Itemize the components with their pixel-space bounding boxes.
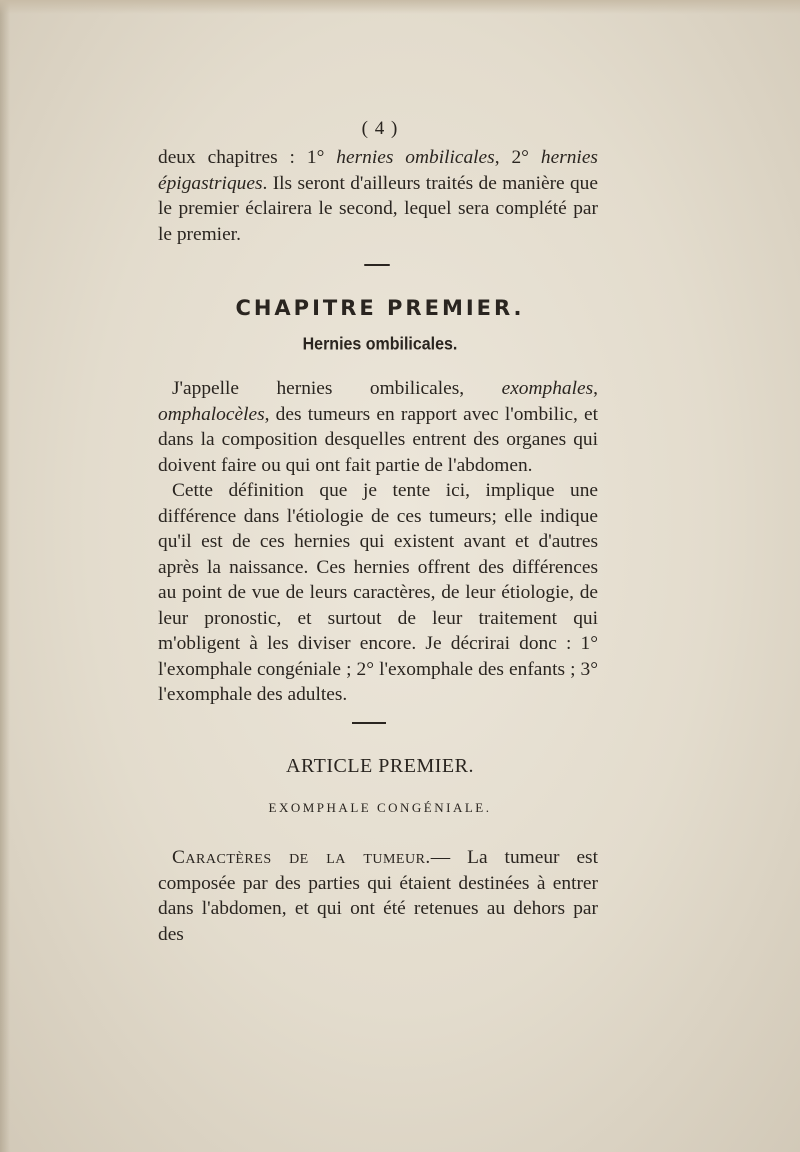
paragraph-classification: Cette définition que je tente ici, implique une différence dans l'étiologie de ces tumeurs; elle indique qu'il est de ces hernies qui existent avant et d'autres après la naissance. Ces hernies offrent des différences au point de vue de leurs caractères, de leur étiologie, de leur pronostic, et surtout de leur traitement qui m'obligent à les diviser encore. Je décrirai donc : 1° l'exomphale congéniale ; 2° l'exomphale des enfants ; 3° l'exomphale des adultes. bbox=[158, 480, 598, 705]
intro-text-1: deux chapitres : 1° bbox=[158, 147, 337, 168]
chapter-title: CHAPITRE PREMIER. bbox=[235, 296, 525, 320]
para1-text-2: , bbox=[593, 378, 598, 399]
paragraph-definition bbox=[158, 376, 598, 478]
intro-text-3: . Ils seront d'ailleurs traités de manière que le premier éclairera le second, lequel sera complété par le premier. bbox=[158, 172, 598, 245]
intro-text-2: , 2° bbox=[494, 147, 541, 168]
intro-paragraph bbox=[158, 145, 598, 247]
paragraph-characteristics bbox=[158, 845, 598, 947]
chapter-subtitle: Hernies ombilicales. bbox=[302, 335, 458, 354]
body-text-block bbox=[158, 376, 598, 708]
page-number: ( 4 ) bbox=[361, 118, 399, 139]
page-edge-shadow bbox=[0, 0, 10, 1152]
run-in-heading: Caractères de la tumeur. bbox=[172, 847, 431, 868]
para1-text-3: , des tumeurs en rapport avec l'ombilic, et dans la composition desquelles entrent des organes qui doivent faire ou qui ont fait partie de l'abdomen. bbox=[158, 403, 598, 476]
run-in-dash: — bbox=[430, 847, 468, 868]
article-title: ARTICLE PREMIER. bbox=[286, 755, 474, 777]
article-body bbox=[158, 845, 598, 947]
para1-text-1: J'appelle hernies ombilicales, bbox=[172, 378, 502, 399]
para1-italic-1: exomphales bbox=[501, 378, 594, 399]
para3-text: La tumeur est composée par des parties qui étaient destinées à entrer dans l'abdomen, et qui ont été retenues au dehors par des bbox=[158, 847, 598, 945]
page-top-shadow bbox=[0, 0, 800, 14]
para1-italic-2: omphalocèles bbox=[158, 403, 265, 425]
article-divider bbox=[352, 722, 386, 724]
article-subtitle: EXOMPHALE CONGÉNIALE. bbox=[268, 800, 492, 815]
intro-italic-2: hernies épigastriques bbox=[158, 147, 598, 194]
section-divider-ornament bbox=[364, 264, 390, 266]
intro-italic-1: hernies ombilicales bbox=[336, 147, 495, 168]
